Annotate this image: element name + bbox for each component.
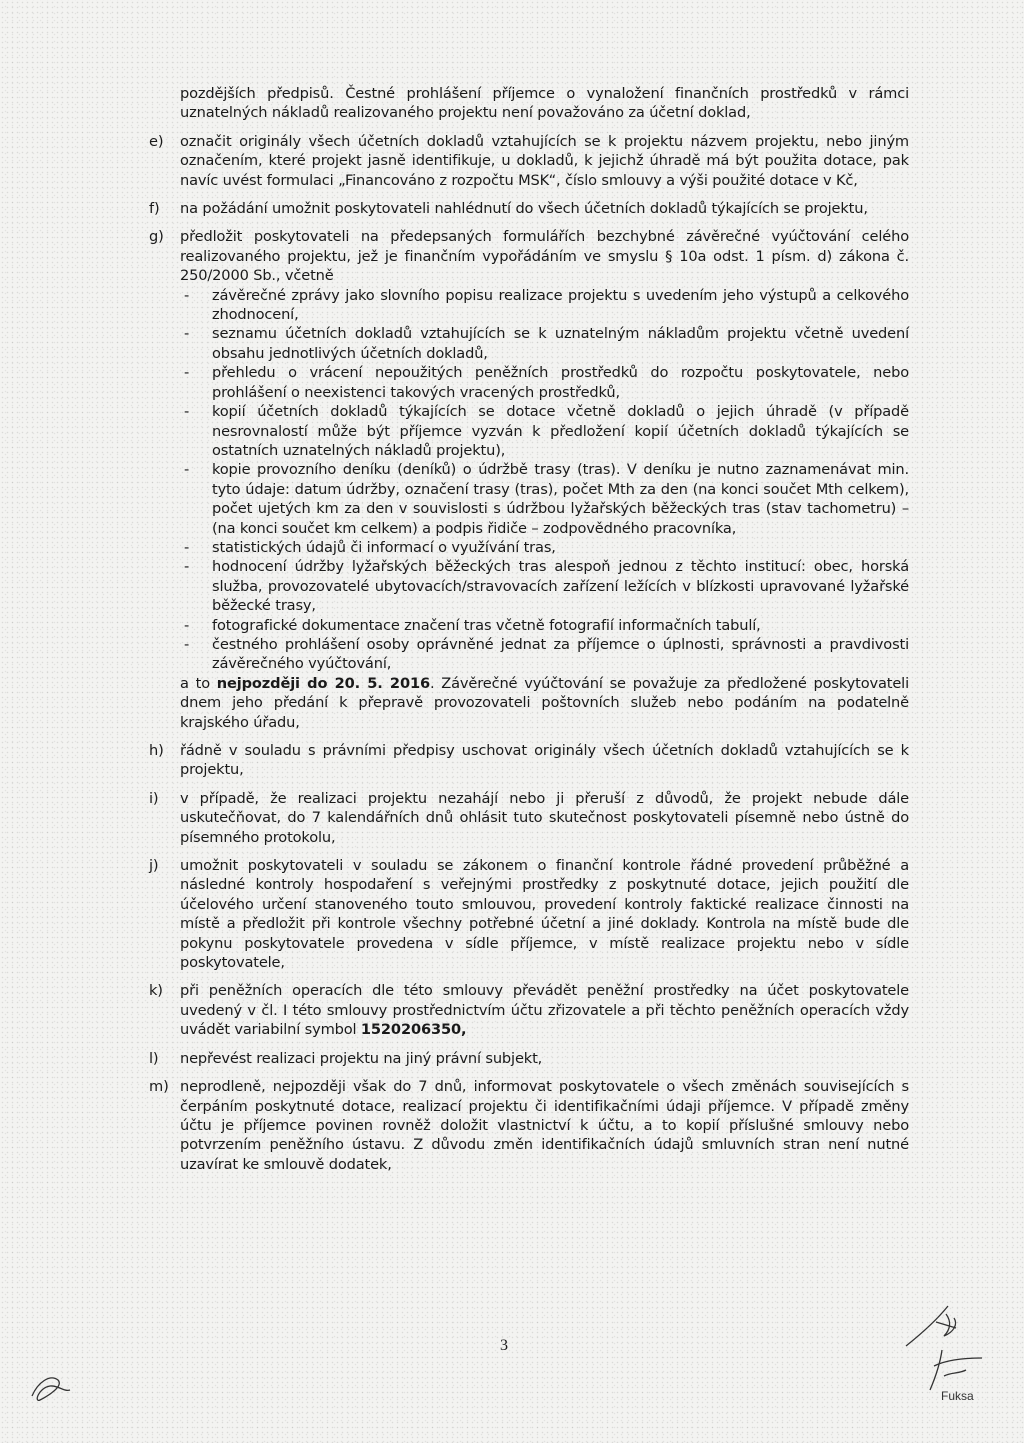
item-label: g) [149,228,164,246]
item-text: v případě, že realizaci projektu nezahájí nebo ji přeruší z důvodů, že projekt nebude dále uskutečňovat, do 7 kalendářních dnů ohlásit tuto skutečnost poskytovateli písemně nebo ústně do písemného protokolu, [180,789,909,846]
bullet-item: - seznamu účetních dokladů vztahujících se k uznatelným nákladům projektu včetně uvedení obsahu jednotlivých účetních dokladů, [184,325,909,362]
intro-paragraph: pozdějších předpisů. Čestné prohlášení příjemce o vynaložení finančních prostředků v rámci uznatelných nákladů realizovaného projektu není považováno za účetní doklad, [180,85,909,122]
deadline-paragraph [180,674,909,732]
signature-name: Fuksa [941,1389,974,1403]
bullet-text: závěrečné zprávy jako slovního popisu realizace projektu s uvedením jeho výstupů a celkového zhodnocení, [212,286,909,324]
item-label: m) [149,1078,169,1096]
list-item-h [149,741,909,780]
bullet-item: - fotografické dokumentace značení tras včetně fotografií informačních tabulí, [212,616,909,635]
deadline-date: nejpozději do 20. 5. 2016 [216,674,430,692]
bullet-item: - statistických údajů či informací o využívání tras, [212,538,909,557]
bullet-text: kopie provozního deníku (deníků) o údržbě trasy (tras). V deníku je nutno zaznamenávat min. tyto údaje: datum údržby, označení trasy (tras), počet Mth za den (na konci součet Mth celkem), počet ujetých km za den v souvislosti s údržbou lyžařských běžeckých tras (stav tachometru) – (na konci součet km celkem) a podpis řidiče – zodpovědného pracovníka, [212,461,909,537]
initials-mark [28,1366,74,1406]
item-text: umožnit poskytovateli v souladu se zákonem o finanční kontrole řádné provedení průběžné a následné kontroly hospodaření s veřejnými prostředky z poskytnuté dotace, jejich použití dle účelového určení stanoveného touto smlouvou, provedení kontroly faktické realizace činnosti na místě a předložit při kontrole všechny potřebné účetní a jiné doklady. Kontrola na místě bude dle pokynu poskytovatele provedena v sídle příjemce, v místě realizace projektu nebo v sídle poskytovatele, [180,857,909,972]
bullet-item: - kopií účetních dokladů týkajících se dotace včetně dokladů o jejich úhradě (v případě nesrovnalostí může být příjemce vyzván k předložení kopií účetních dokladů týkajících se ostatních uznatelných nákladů projektu), [184,403,909,459]
item-label: f) [149,200,160,218]
item-text: na požádání umožnit poskytovateli nahlédnutí do všech účetních dokladů týkajících se projektu, [180,200,868,218]
item-label: l) [149,1049,159,1067]
list-item-k [149,981,909,1039]
bullet-item: - hodnocení údržby lyžařských běžeckých tras alespoň jednou z těchto institucí: obec, horská služba, provozovatelé ubytovacích/stravovacích zařízení ležících v blízkosti upravované lyžařské běžecké trasy, [184,558,909,615]
item-text: řádně v souladu s právními předpisy uschovat originály všech účetních dokladů vztahujících se k projektu, [180,742,909,779]
contract-text [149,84,909,1174]
bullet-text: přehledu o vrácení nepoužitých peněžních prostředků do rozpočtu poskytovatele, nebo prohlášení o neexistenci takových vracených prostředků, [212,364,909,401]
list-item-e [149,132,909,190]
list-item-f [149,199,909,218]
variable-symbol: 1520206350, [360,1021,467,1039]
item-text: neprodleně, nejpozději však do 7 dnů, informovat poskytovatele o všech změnách souvisejících s čerpáním poskytnuté dotace, realizací projektu či identifikačními údaji příjemce. V případě změny účtu je příjemce povinen rovněž doložit vlastnictví k účtu, a to kopií příslušné smlouvy nebo potvrzením peněžního ústavu. Z důvodu změn identifikačních údajů smluvních stran není nutné uzavírat ke smlouvě dodatek, [180,1078,909,1173]
bullet-text: statistických údajů či informací o využívání tras, [212,538,556,556]
bullet-item: - závěrečné zprávy jako slovního popisu realizace projektu s uvedením jeho výstupů a celkového zhodnocení, [184,286,909,324]
item-text: nepřevést realizaci projektu na jiný právní subjekt, [180,1049,543,1067]
item-label: j) [149,857,159,875]
bullet-text: kopií účetních dokladů týkajících se dotace včetně dokladů o jejich úhradě (v případě nesrovnalostí může být příjemce vyzván k předložení kopií účetních dokladů týkajících se ostatních uznatelných nákladů projektu), [212,403,909,459]
bullet-list [180,286,909,674]
bullet-item: - přehledu o vrácení nepoužitých peněžních prostředků do rozpočtu poskytovatele, nebo prohlášení o neexistenci takových vracených prostředků, [184,364,909,401]
deadline-prefix: a to [180,674,217,692]
page-number: 3 [500,1337,508,1354]
list-item-i [149,789,909,847]
bullet-text: čestného prohlášení osoby oprávněné jednat za příjemce o úplnosti, správnosti a pravdivosti závěrečného vyúčtování, [212,635,909,673]
bullet-text: seznamu účetních dokladů vztahujících se k uznatelným nákladům projektu včetně uvedení obsahu jednotlivých účetních dokladů, [212,325,909,362]
item-text: předložit poskytovateli na předepsaných formulářích bezchybné závěrečné vyúčtování celého realizovaného projektu, jež je finančním vypořádáním ve smyslu § 10a odst. 1 písm. d) zákona č. 250/2000 Sb., včetně [180,228,909,285]
item-text [180,981,909,1039]
item-label: h) [149,742,164,759]
bullet-item: - kopie provozního deníku (deníků) o údržbě trasy (tras). V deníku je nutno zaznamenávat min. tyto údaje: datum údržby, označení trasy (tras), počet Mth za den (na konci součet Mth celkem), počet ujetých km za den v souvislosti s údržbou lyžařských běžeckých tras (stav tachometru) – (na konci součet km celkem) a podpis řidiče – zodpovědného pracovníka, [184,461,909,537]
list-item-j [149,856,909,972]
bullet-item: - čestného prohlášení osoby oprávněné jednat za příjemce o úplnosti, správnosti a pravdivosti závěrečného vyúčtování, [184,635,909,673]
list-item-m [149,1077,909,1174]
item-label: k) [149,982,163,1000]
item-k-text: při peněžních operacích dle této smlouvy převádět peněžní prostředky na účet poskytovatele uvedený v čl. I této smlouvy prostřednictvím účtu zřizovatele a při těchto peněžních operacích vždy uvádět variabilní symbol [180,982,909,1039]
item-label: i) [149,789,159,807]
item-label: e) [149,132,164,150]
bullet-text: fotografické dokumentace značení tras včetně fotografií informačních tabulí, [212,616,761,634]
bullet-text: hodnocení údržby lyžařských běžeckých tras alespoň jednou z těchto institucí: obec, horská služba, provozovatelé ubytovacích/stravovacích zařízení ležících v blízkosti upravované lyžařské běžecké trasy, [212,558,909,615]
list-item-l [149,1049,909,1068]
deadline-suffix: . Závěrečné vyúčtování se považuje za předložené poskytovateli dnem jeho předání k přepravě provozovateli poštovních služeb nebo podáním na podatelně krajského úřadu, [180,674,909,731]
item-text: označit originály všech účetních dokladů vztahujících se k projektu názvem projektu, nebo jiným označením, které projekt jasně identifikuje, u dokladů, k jejichž úhradě má být použita dotace, pak navíc uvést formulaci „Financováno z rozpočtu MSK“, číslo smlouvy a výši použité dotace v Kč, [180,132,909,189]
list-item-g [149,227,909,732]
